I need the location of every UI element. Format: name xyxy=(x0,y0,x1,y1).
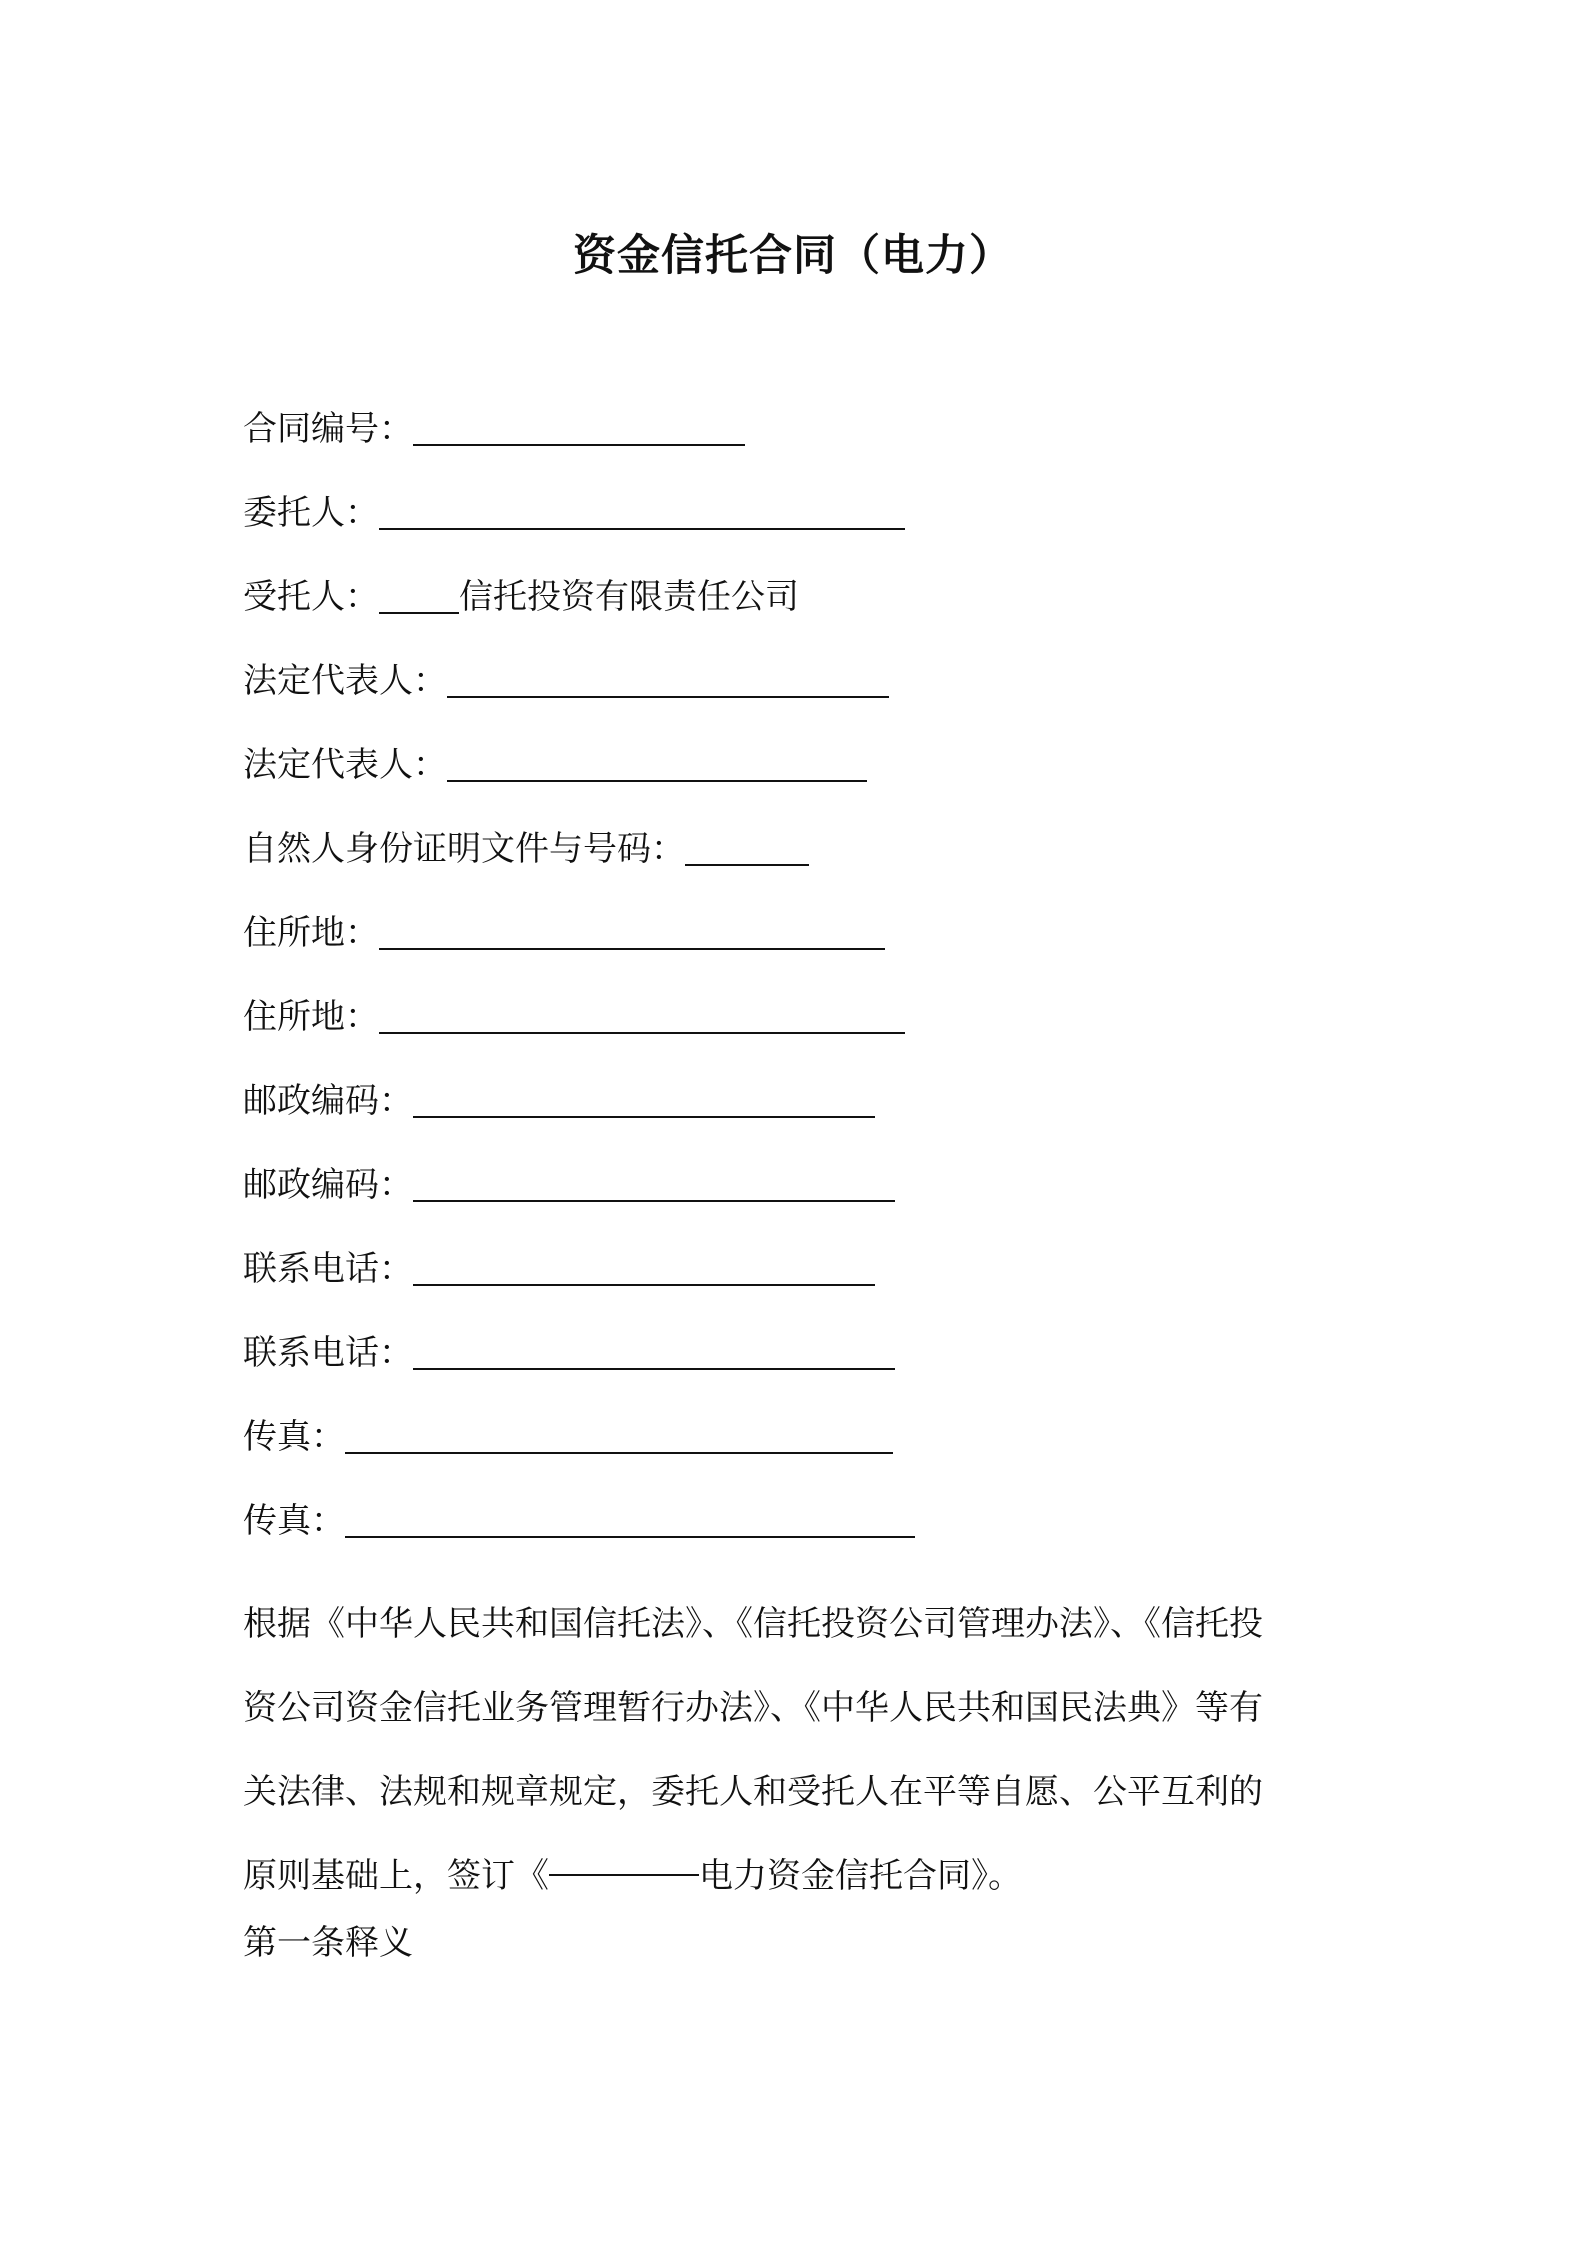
blank-line xyxy=(379,992,905,1034)
field-fax xyxy=(243,1412,1363,1496)
blank-line xyxy=(413,1328,895,1370)
field-domicile xyxy=(243,992,1363,1076)
field-suffix: 信托投资有限责任公司 xyxy=(459,577,799,617)
field-trustee xyxy=(243,572,1363,656)
blank-line xyxy=(413,1160,895,1202)
field-label: 合同编号： xyxy=(243,409,413,449)
blank-line xyxy=(447,656,889,698)
field-label: 法定代表人： xyxy=(243,661,447,701)
blank-line xyxy=(413,404,745,446)
field-label: 住所地： xyxy=(243,997,379,1037)
paragraph-line: 资公司资金信托业务管理暂行办法》、《中华人民共和国民法典》等有 xyxy=(243,1688,1263,1728)
blank-line xyxy=(549,1834,699,1876)
field-label: 传真： xyxy=(243,1501,345,1541)
paragraph-line: 根据《中华人民共和国信托法》、《信托投资公司管理办法》、《信托投 xyxy=(243,1604,1263,1644)
field-label: 联系电话： xyxy=(243,1333,413,1373)
field-label: 住所地： xyxy=(243,913,379,953)
paragraph-text: 原则基础上，签订《 xyxy=(243,1856,549,1896)
paragraph-text: 电力资金信托合同》。 xyxy=(699,1856,1022,1896)
field-postal-code xyxy=(243,1160,1363,1244)
field-phone xyxy=(243,1328,1363,1412)
field-label: 联系电话： xyxy=(243,1249,413,1289)
field-id-document xyxy=(243,824,1363,908)
field-label: 邮政编码： xyxy=(243,1165,413,1205)
paragraph-line xyxy=(243,1834,1363,1918)
field-postal-code xyxy=(243,1076,1363,1160)
paragraph-line: 关法律、法规和规章规定，委托人和受托人在平等自愿、公平互利的 xyxy=(243,1772,1263,1812)
field-label: 传真： xyxy=(243,1417,345,1457)
blank-line xyxy=(413,1244,875,1286)
blank-line xyxy=(345,1412,893,1454)
field-legal-representative xyxy=(243,656,1363,740)
blank-line xyxy=(379,572,459,614)
blank-line xyxy=(447,740,867,782)
field-domicile xyxy=(243,908,1363,992)
preamble-paragraph xyxy=(243,1582,1363,1918)
field-label: 法定代表人： xyxy=(243,745,447,785)
field-label: 受托人： xyxy=(243,577,379,617)
field-label: 自然人身份证明文件与号码： xyxy=(243,829,685,869)
blank-line xyxy=(685,824,809,866)
field-phone xyxy=(243,1244,1363,1328)
blank-line xyxy=(345,1496,915,1538)
section-heading: 第一条释义 xyxy=(243,1923,413,1963)
blank-line xyxy=(379,908,885,950)
field-label: 委托人： xyxy=(243,493,379,533)
blank-line xyxy=(413,1076,875,1118)
field-trustor xyxy=(243,488,1363,572)
document-title: 资金信托合同（电力） xyxy=(573,231,1013,281)
field-legal-representative xyxy=(243,740,1363,824)
field-label: 邮政编码： xyxy=(243,1081,413,1121)
field-contract-number xyxy=(243,404,1363,488)
blank-line xyxy=(379,488,905,530)
party-info-fields xyxy=(243,404,1363,1580)
field-fax xyxy=(243,1496,1363,1580)
